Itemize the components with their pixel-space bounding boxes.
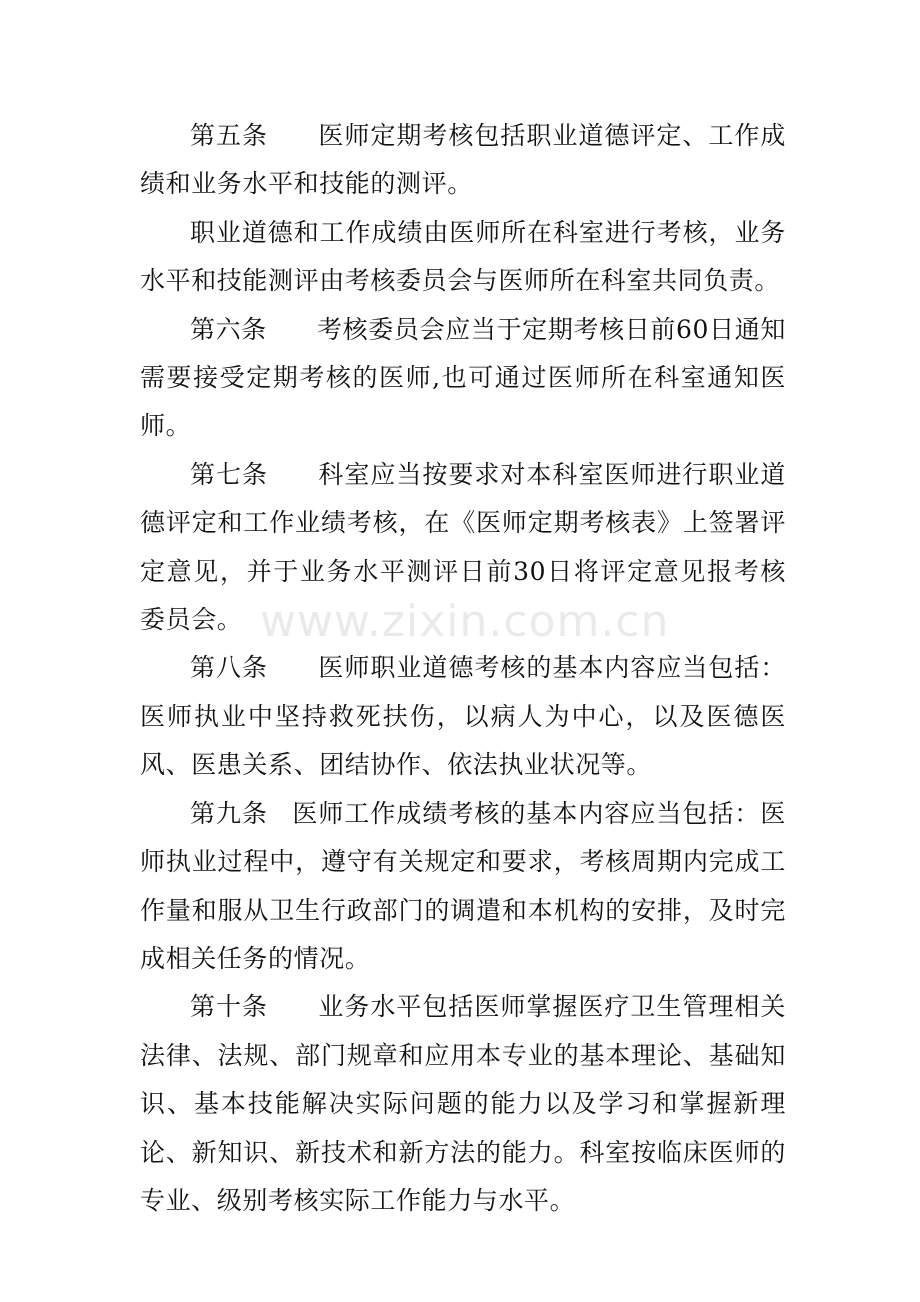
paragraph-text: 医师定期考核包括职业道德评定、工作成绩和业务水平和技能的测评。	[140, 121, 786, 199]
paragraph-article-10	[140, 983, 786, 1225]
article-number: 第七条	[190, 459, 268, 489]
article-number: 第八条	[190, 653, 268, 683]
watermark-text: www.zixin.com.cn	[260, 596, 670, 647]
paragraph-article-8	[140, 644, 786, 789]
article-number: 第六条	[190, 314, 267, 344]
paragraph-text: 科室应当按要求对本科室医师进行职业道德评定和工作业绩考核，在《医师定期考核表》上签署评定意见，并于业务水平测评日前30日将评定意见报考核委员会。	[140, 459, 786, 635]
paragraph-article-7	[140, 451, 786, 645]
paragraph-text: 业务水平包括医师掌握医疗卫生管理相关法律、法规、部门规章和应用本专业的基本理论、基础知识、基本技能解决实际问题的能力以及学习和掌握新理论、新知识、新技术和新方法的能力。科室按临床医师的专业、级别考核实际工作能力与水平。	[140, 992, 786, 1215]
article-number: 第九条	[190, 798, 268, 828]
paragraph-article-6	[140, 306, 786, 451]
paragraph-text: 职业道德和工作成绩由医师所在科室进行考核，业务水平和技能测评由考核委员会与医师所在科室共同负责。	[140, 217, 786, 296]
document-body	[140, 112, 786, 1225]
article-number: 第十条	[190, 992, 268, 1022]
paragraph-article-5-cont	[140, 209, 786, 306]
article-number: 第五条	[190, 121, 268, 150]
paragraph-text: 医师职业道德考核的基本内容应当包括：医师执业中坚持救死扶伤，以病人为中心，以及医德医风、医患关系、团结协作、依法执业状况等。	[140, 653, 786, 780]
paragraph-text: 考核委员会应当于定期考核日前60日通知需要接受定期考核的医师,也可通过医师所在科室通知医师。	[140, 314, 786, 441]
paragraph-article-5	[140, 112, 786, 209]
paragraph-text: 医师工作成绩考核的基本内容应当包括：医师执业过程中，遵守有关规定和要求，考核周期内完成工作量和服从卫生行政部门的调遣和本机构的安排，及时完成相关任务的情况。	[140, 798, 786, 973]
paragraph-article-9	[140, 790, 786, 984]
